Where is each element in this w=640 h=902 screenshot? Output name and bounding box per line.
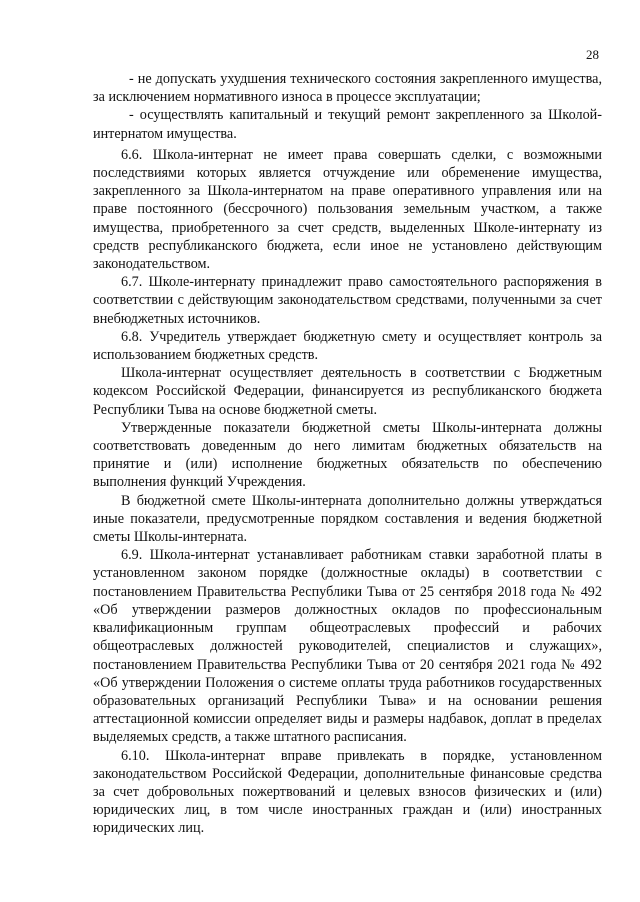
paragraph-6-6: 6.6. Школа-интернат не имеет права совершать сделки, с возможными последствиями которых является отчуждение или обременение имущества, закрепленного за Школа-интернатом на праве оперативного управления или на праве постоянного (бессрочного) пользования земельным участком, а также имущества, приобретенного за счет средств, выделенных Школе-интернату из средств республиканского бюджета, если иное не установлено действующим законодательством. <box>93 146 602 273</box>
paragraph-6-8: 6.8. Учредитель утверждает бюджетную смету и осуществляет контроль за использованием бюджетных средств. <box>93 328 602 364</box>
paragraph-6-9: 6.9. Школа-интернат устанавливает работникам ставки заработной платы в установленном законом порядке (должностные оклады) в соответствии с постановлением Правительства Республики Тыва от 25 сентября 2018 года № 492 «Об утверждении размеров должностных окладов по профессиональным квалификационным группам общеотраслевых профессий и рабочих общеотраслевых должностей руководителей, специалистов и служащих», постановлением Правительства Республики Тыва от 20 сентября 2021 года № 492 «Об утверждении Положения о системе оплаты труда работников государственных образовательных организаций Республики Тыва» и на основании решения аттестационной комиссии определяет виды и размеры надбавок, доплат в пределах выделяемых средств, а также штатного расписания. <box>93 547 602 746</box>
paragraph-6-7: 6.7. Школе-интернату принадлежит право самостоятельного распоряжения в соответствии с действующим законодательством средствами, полученными за счет внебюджетных источников. <box>93 274 602 327</box>
paragraph: Утвержденные показатели бюджетной сметы Школы-интерната должны соответствовать доведенным до него лимитам бюджетных обязательств на принятие и (или) исполнение бюджетных обязательств по обеспечению выполнения функций Учреждения. <box>93 419 602 491</box>
list-item: - не допускать ухудшения технического состояния закрепленного имущества, за исключением нормативного износа в процессе эксплуатации; <box>93 71 602 106</box>
paragraph: Школа-интернат осуществляет деятельность в соответствии с Бюджетным кодексом Российской Федерации, финансируется из республиканского бюджета Республики Тыва на основе бюджетной сметы. <box>93 365 602 418</box>
list-item: - осуществлять капитальный и текущий ремонт закрепленного за Школой-интернатом имущества. <box>93 107 602 142</box>
document-body <box>93 70 602 838</box>
paragraph: В бюджетной смете Школы-интерната дополнительно должны утверждаться иные показатели, предусмотренные порядком составления и ведения бюджетной сметы Школы-интерната. <box>93 492 602 546</box>
page-number: 28 <box>586 47 599 62</box>
paragraph-6-10: 6.10. Школа-интернат вправе привлекать в порядке, установленном законодательством Российской Федерации, дополнительные финансовые средства за счет добровольных пожертвований и целевых взносов физических и (или) юридических лиц, в том числе иностранных граждан и (или) иностранных юридических лиц. <box>93 747 602 837</box>
